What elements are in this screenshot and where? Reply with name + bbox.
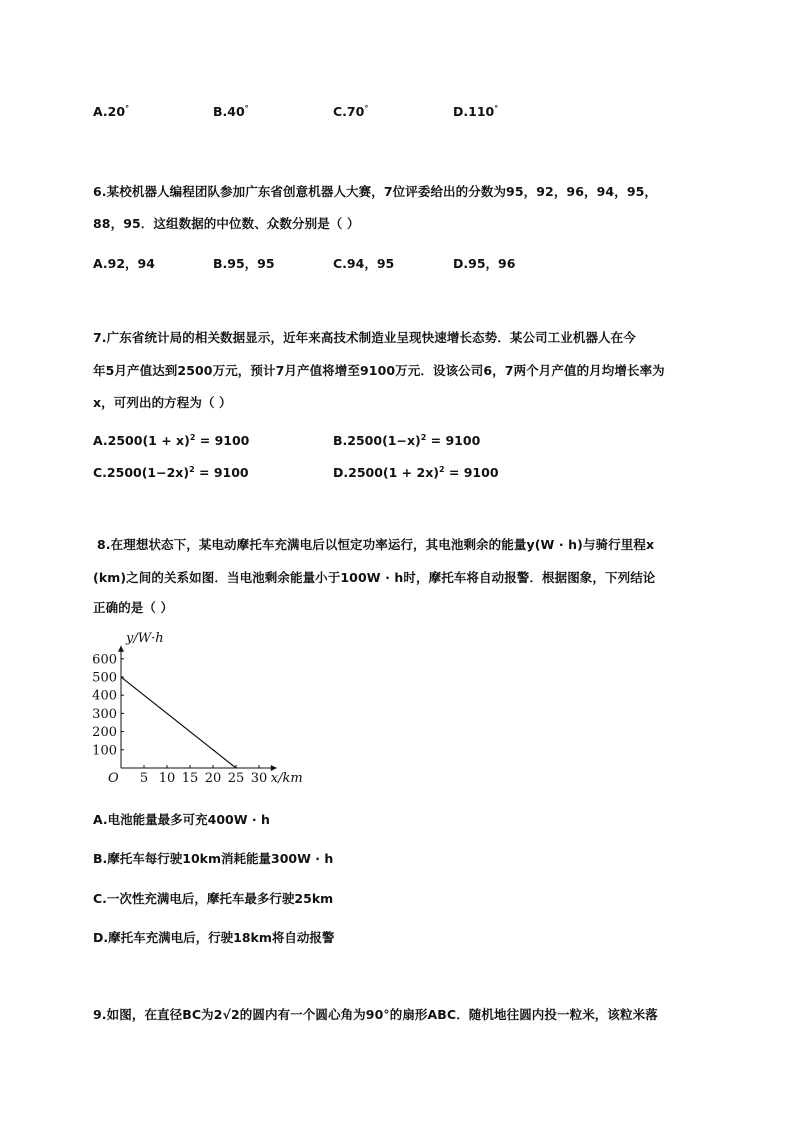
q6-option-c: C.94，95 — [333, 256, 395, 271]
q6-stem-line1: 6.某校机器人编程团队参加广东省创意机器人大赛，7位评委给出的分数为95，92，96，94，95， — [93, 184, 658, 199]
q7-option-b: $B.2500(1-x)^2 = 9100$ — [333, 433, 481, 449]
chart-x-axis-label: x/km — [270, 771, 303, 786]
chart-y-tick-label: 500 — [92, 670, 117, 686]
chart-y-tick-label: 400 — [92, 688, 117, 704]
q5-option-d: D.110° — [453, 104, 499, 120]
q5-option-b: B.40° — [213, 104, 249, 120]
chart-x-tick-label: 10 — [158, 771, 176, 786]
q8-option-c: C.一次性充满电后，摩托车最多行驶25km — [93, 891, 334, 906]
q6-option-d: D.95，96 — [453, 256, 516, 271]
q9-stem-line1: 9.如图，在直径BC为2√2的圆内有一个圆心角为90°的扇形ABC．随机地往圆内投一粒米，该粒米落 — [93, 1007, 658, 1022]
chart-y-tick-label: 100 — [92, 743, 117, 759]
chart-x-tick-label: 25 — [227, 771, 245, 786]
energy-mileage-chart — [88, 630, 308, 790]
q7-stem-line1: 7.广东省统计局的相关数据显示，近年来高技术制造业呈现快速增长态势．某公司工业机器人在今 — [93, 330, 636, 345]
q7-option-d: $D.2500(1 + 2x)^2 = 9100$ — [333, 465, 499, 481]
chart-y-axis-arrow — [118, 646, 124, 652]
chart-origin-label: O — [108, 771, 119, 786]
chart-y-tick-label: 300 — [92, 706, 117, 722]
q8-stem-line3: 正确的是（ ） — [93, 600, 174, 615]
q8-option-a: A.电池能量最多可充400W · h — [93, 812, 270, 827]
q8-stem-line2: (km)之间的关系如图．当电池剩余能量小于100W · h时，摩托车将自动报警．根据图象，下列结论 — [93, 570, 656, 585]
chart-x-tick-label: 5 — [139, 771, 149, 786]
chart-x-tick-label: 15 — [181, 771, 199, 786]
chart-y-tick-label: 200 — [92, 725, 117, 741]
q5-option-a: A.20° — [93, 104, 130, 120]
q8-option-d: D.摩托车充满电后，行驶18km将自动报警 — [93, 930, 335, 945]
q6-option-a: A.92，94 — [93, 256, 155, 271]
q7-stem-line3: x，可列出的方程为（ ） — [93, 395, 232, 410]
chart-series-line — [121, 677, 236, 768]
q7-stem-line2: 年5月产值达到2500万元，预计7月产值将增至9100万元．设该公司6，7两个月产值的月均增长率为 — [93, 363, 665, 378]
q6-stem-line2: 88，95．这组数据的中位数、众数分别是（ ） — [93, 216, 360, 231]
chart-x-tick-label: 20 — [204, 771, 222, 786]
q6-option-b: B.95，95 — [213, 256, 275, 271]
q8-option-b: B.摩托车每行驶10km消耗能量300W · h — [93, 851, 334, 866]
q7-option-a: $A.2500(1 + x)^2 = 9100$ — [93, 433, 250, 449]
q8-stem-line1: 8.在理想状态下，某电动摩托车充满电后以恒定功率运行，其电池剩余的能量y(W · h)与骑行里程x — [97, 537, 655, 552]
chart-y-axis-label: y/W·h — [126, 631, 164, 646]
q5-option-c: C.70° — [333, 104, 369, 120]
chart-y-tick-label: 600 — [92, 652, 117, 668]
q7-option-c: $C.2500(1-2x)^2 = 9100$ — [93, 465, 249, 481]
chart-x-tick-label: 30 — [250, 771, 268, 786]
